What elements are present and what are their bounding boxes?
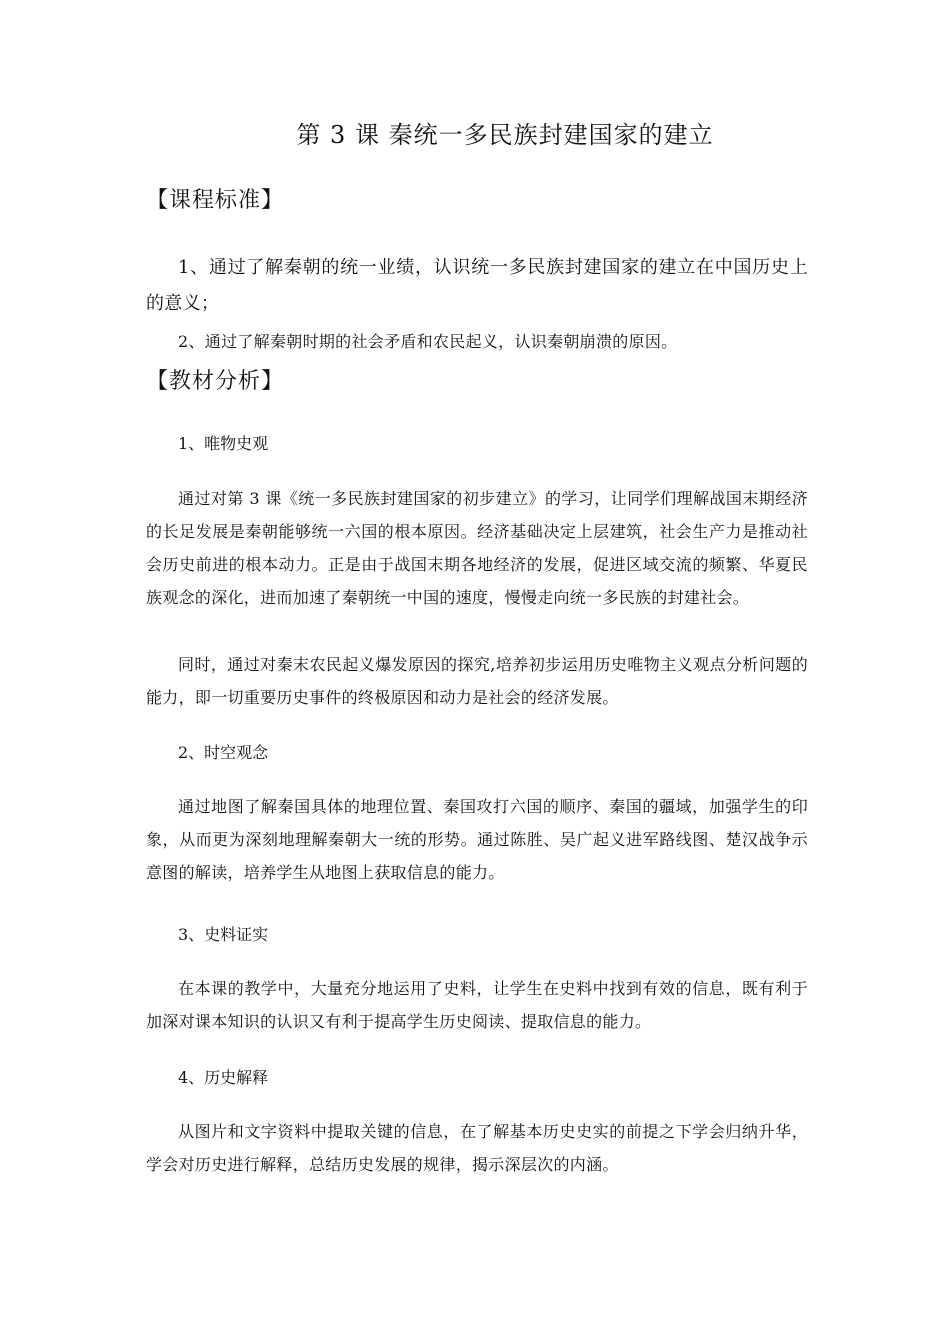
paragraph-historical-evidence: 在本课的教学中，大量充分地运用了史料，让学生在史料中找到有效的信息，既有利于加深对课本知识的认识又有利于提高学生历史阅读、提取信息的能力。 [146,979,808,1031]
standard-item-1: 1、通过了解秦朝的统一业绩，认识统一多民族封建国家的建立在中国历史上的意义； [146,257,808,314]
page-title: 第 3 课 秦统一多民族封建国家的建立 [296,121,714,149]
paragraph-materialism-2: 同时，通过对秦末农民起义爆发原因的探究,培养初步运用历史唯物主义观点分析问题的能力，即一切重要历史事件的终极原因和动力是社会的经济发展。 [146,655,808,707]
subheading-historical-interpretation: 4、历史解释 [178,1068,269,1087]
subheading-materialism: 1、唯物史观 [178,434,269,453]
subheading-time-space: 2、时空观念 [178,743,269,762]
section-heading-textbook-analysis: 【教材分析】 [146,369,285,394]
section-heading-curriculum-standard: 【课程标准】 [146,188,285,213]
paragraph-historical-interpretation: 从图片和文字资料中提取关键的信息，在了解基本历史史实的前提之下学会归纳升华，学会对历史进行解释，总结历史发展的规律，揭示深层次的内涵。 [146,1122,808,1174]
paragraph-materialism-1: 通过对第 3 课《统一多民族封建国家的初步建立》的学习，让同学们理解战国末期经济的长足发展是秦朝能够统一六国的根本原因。经济基础决定上层建筑，社会生产力是推动社会历史前进的根本动力。正是由于战国末期各地经济的发展，促进区域交流的频繁、华夏民族观念的深化，进而加速了秦朝统一中国的速度，慢慢走向统一多民族的封建社会。 [146,489,808,607]
paragraph-time-space: 通过地图了解秦国具体的地理位置、秦国攻打六国的顺序、秦国的疆域，加强学生的印象，从而更为深刻地理解秦朝大一统的形势。通过陈胜、吴广起义进军路线图、楚汉战争示意图的解读，培养学生从地图上获取信息的能力。 [146,797,808,882]
standard-item-2: 2、通过了解秦朝时期的社会矛盾和农民起义，认识秦朝崩溃的原因。 [178,332,678,351]
subheading-historical-evidence: 3、史料证实 [178,925,269,944]
